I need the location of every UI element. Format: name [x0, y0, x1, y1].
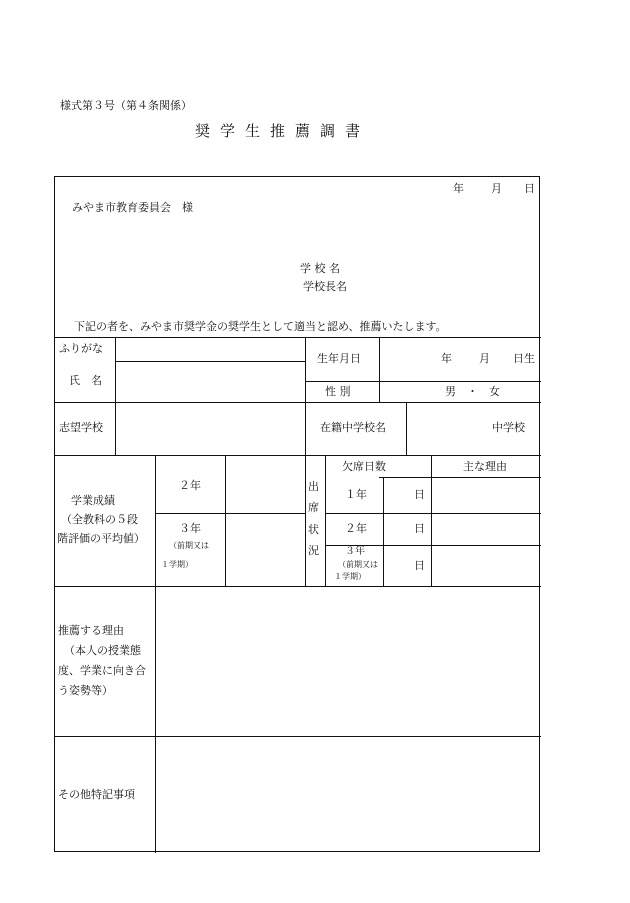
- other-notes-label: その他特記事項: [58, 788, 135, 801]
- date-day-label: 日: [524, 182, 535, 195]
- col-school: [406, 402, 407, 455]
- grade3-note-line2: １学期）: [161, 560, 193, 569]
- name-label: 氏 名: [69, 374, 102, 387]
- recommend-reason-line3: 度、学業に向き合: [58, 664, 146, 677]
- attendance-row-1-unit: 日: [414, 488, 425, 501]
- birth-month-label: 月: [479, 352, 490, 365]
- rule-name-row: [55, 402, 541, 403]
- col-reason: [431, 455, 432, 586]
- rule-attendance-1: [325, 513, 541, 514]
- furigana-label: ふりがな: [59, 342, 103, 355]
- col-attendance-label: [325, 455, 326, 586]
- attendance-label-char2: 席: [308, 501, 319, 514]
- recommendation-statement: 下記の者を、みやま市奨学金の奨学生として適当と認め、推薦いたします。: [74, 320, 447, 333]
- gender-options: 男 ・ 女: [445, 385, 500, 398]
- current-school-label: 在籍中学校名: [320, 421, 386, 434]
- col-label-2: [115, 402, 116, 455]
- grade2-label: ２年: [179, 479, 201, 492]
- grades-subtitle-line1: （全教科の５段: [61, 513, 138, 526]
- main-reason-header: 主な理由: [463, 460, 507, 473]
- col-label-3: [155, 455, 156, 853]
- form-frame: [54, 176, 540, 852]
- birthdate-label: 生年月日: [317, 352, 361, 365]
- date-month-label: 月: [491, 182, 502, 195]
- gender-label: 性 別: [325, 385, 351, 398]
- col-middle: [305, 337, 306, 586]
- principal-name-label: 学校長名: [303, 280, 347, 293]
- current-school-suffix: 中学校: [492, 421, 525, 434]
- recommend-reason-line2: （本人の授業態: [64, 644, 141, 657]
- attendance-label-char4: 況: [308, 544, 319, 557]
- rule-furigana: [115, 361, 305, 362]
- attendance-row-3-note-line2: １学期）: [334, 572, 366, 581]
- rule-grade2: [155, 513, 305, 514]
- col-days: [383, 477, 384, 586]
- attendance-row-3-note-line1: （前期又は: [338, 560, 378, 569]
- attendance-row-3-unit: 日: [414, 559, 425, 572]
- rule-top-section: [55, 337, 541, 338]
- grade3-label: ３年: [179, 522, 201, 535]
- attendance-row-2-grade: ２年: [345, 522, 367, 535]
- attendance-label-char3: 状: [308, 523, 319, 536]
- attendance-label-char1: 出: [308, 480, 319, 493]
- grades-title: 学業成績: [71, 494, 115, 507]
- document-title: 奨学生推薦調書: [195, 122, 371, 140]
- date-year-label: 年: [453, 182, 464, 195]
- attendance-row-1-grade: １年: [345, 488, 367, 501]
- rule-attendance-header: [379, 477, 541, 478]
- recommend-reason-line1: 推薦する理由: [58, 624, 124, 637]
- rule-grades-row: [55, 586, 541, 587]
- birth-year-label: 年: [441, 352, 452, 365]
- desired-school-label: 志望学校: [59, 421, 103, 434]
- rule-birthdate: [305, 381, 541, 382]
- col-birthdate: [379, 337, 380, 402]
- col-label-1: [115, 337, 116, 402]
- rule-recommend-row: [55, 736, 541, 737]
- rule-school-row: [55, 455, 541, 456]
- form-number: 様式第３号（第４条関係）: [60, 99, 192, 112]
- attendance-row-3-grade: ３年: [345, 546, 365, 557]
- attendance-row-2-unit: 日: [414, 522, 425, 535]
- absence-days-header: 欠席日数: [342, 460, 386, 473]
- addressee: みやま市教育委員会 様: [72, 201, 193, 214]
- col-grade-value: [225, 455, 226, 586]
- grades-subtitle-line2: 階評価の平均値）: [57, 532, 145, 545]
- recommend-reason-line4: う姿勢等）: [58, 684, 113, 697]
- birth-day-label: 日生: [513, 352, 535, 365]
- school-name-label: 学 校 名: [300, 262, 340, 275]
- grade3-note-line1: （前期又は: [169, 541, 209, 550]
